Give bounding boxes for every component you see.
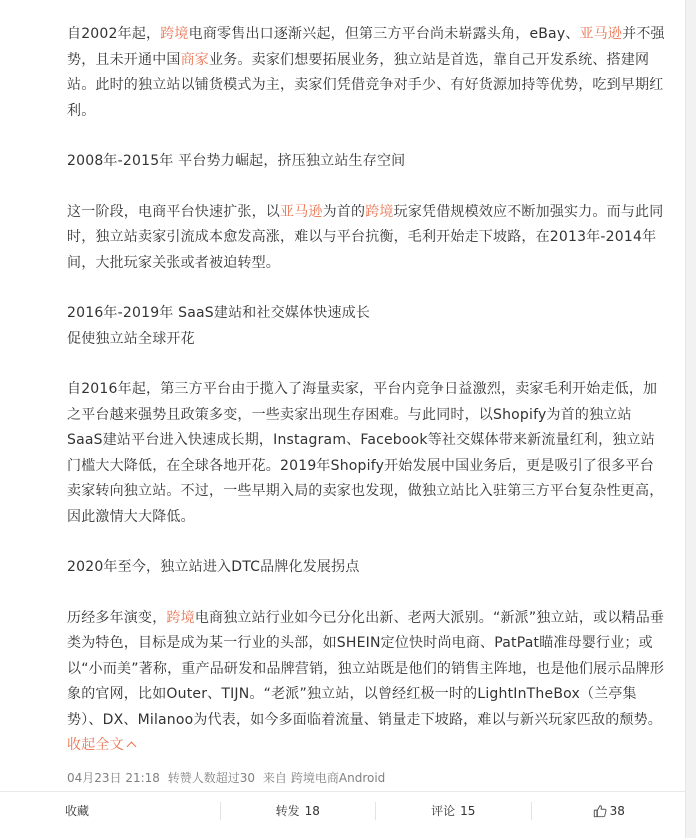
text-segment: 电商零售出口逐渐兴起，但第三方平台尚未崭露头角，eBay、 bbox=[188, 26, 580, 42]
like-button[interactable] bbox=[531, 802, 687, 820]
repost-button[interactable] bbox=[220, 802, 376, 820]
text-segment: 历经多年演变， bbox=[67, 609, 167, 626]
post-datetime[interactable]: 04月23日 21:18 bbox=[67, 770, 160, 785]
keyword-link[interactable]: 亚马逊 bbox=[579, 26, 623, 42]
likes-summary: 转赞人数超过30 bbox=[167, 770, 256, 785]
paragraph-4-text bbox=[67, 610, 664, 728]
text-segment: 为首的 bbox=[322, 203, 366, 220]
keyword-link[interactable]: 跨境 bbox=[365, 203, 394, 220]
section-heading-2-line-1: 2016年-2019年 SaaS建站和社交媒体快速成长 bbox=[67, 305, 371, 321]
text-segment: 这一阶段，电商平台快速扩张，以 bbox=[67, 203, 280, 220]
keyword-link[interactable]: 亚马逊 bbox=[280, 203, 323, 220]
keyword-link[interactable]: 跨境 bbox=[160, 26, 189, 42]
section-heading-2-line-2: 促使独立站全球开花 bbox=[67, 330, 195, 347]
chevron-up-icon bbox=[126, 742, 136, 752]
paragraph-2 bbox=[67, 200, 666, 277]
repost-count: 18 bbox=[304, 803, 320, 818]
text-segment: 业务。卖家们想要拓展业务，独立站是首选，靠自己开发系统、搭建网站。此时的独立站以铺货模式为主，卖家们凭借竞争对手少、有好货源加持等优势，吃到早期红利。 bbox=[67, 51, 664, 119]
thumbs-up-icon bbox=[593, 804, 607, 818]
favorite-label: 收藏 bbox=[65, 804, 90, 818]
collapse-label: 收起全文 bbox=[67, 737, 124, 753]
keyword-link[interactable]: 跨境 bbox=[166, 609, 195, 626]
action-bar bbox=[0, 791, 686, 829]
repost-label: 转发 bbox=[275, 804, 300, 818]
paragraph-4 bbox=[67, 606, 666, 759]
paragraph-1 bbox=[67, 22, 666, 124]
collapse-full-text-link[interactable] bbox=[67, 737, 135, 753]
text-segment: 并不强势，且未开通中国 bbox=[67, 26, 665, 68]
text-segment: 电商独立站行业如今已分化出新、老两大派别。“新派”独立站，或以精品垂类为特色，目标是成为某一行业的头部，如SHEIN定位快时尚电商、PatPat瞄准母婴行业；或以“小而美”著称，重产品研发和品牌营销，独立站既是他们的销售主阵地，也是他们展示品牌形象的官网，比如Outer、TIJN。“老派”独立站，以曾经红极一时的LightInTheBox（兰亭集势）、DX、Milanoo为代表，如今多面临着流量、销量走下坡路，难以与新兴玩家匹敌的颓势。 bbox=[67, 609, 665, 728]
section-heading-3: 2020年至今，独立站进入DTC品牌化发展拐点 bbox=[67, 559, 360, 575]
post-meta bbox=[67, 769, 666, 787]
favorite-button[interactable] bbox=[0, 802, 220, 820]
section-heading-1: 2008年-2015年 平台势力崛起，挤压独立站生存空间 bbox=[67, 153, 406, 169]
comment-button[interactable] bbox=[375, 802, 531, 820]
comment-count: 15 bbox=[460, 803, 476, 818]
post-source: 跨境电商Android bbox=[290, 770, 386, 785]
source-prefix: 来自 bbox=[262, 770, 287, 785]
text-segment: 自2002年起， bbox=[67, 26, 161, 42]
comment-label: 评论 bbox=[431, 804, 456, 818]
like-count: 38 bbox=[609, 803, 625, 818]
text-segment: 玩家凭借规模效应不断加强实力。而与此同时，独立站卖家引流成本愈发高涨，难以与平台抗衡，毛利开始走下坡路，在2013年-2014年间，大批玩家关张或者被迫转型。 bbox=[67, 203, 664, 271]
paragraph-3: 自2016年起，第三方平台由于揽入了海量卖家，平台内竞争日益激烈，卖家毛利开始走低，加之平台越来强势且政策多变，一些卖家出现生存困难。与此同时，以Shopify为首的独立站SaaS建站平台进入快速成长期，Instagram、Facebook等社交媒体带来新流量红利，独立站门槛大大降低，在全球各地开花。2019年Shopify开始发展中国业务后，更是吸引了很多平台卖家转向独立站。不过，一些早期入局的卖家也发现，做独立站比入驻第三方平台复杂性更高，因此激情大大降低。 bbox=[67, 381, 664, 525]
keyword-link[interactable]: 商家 bbox=[180, 51, 210, 68]
